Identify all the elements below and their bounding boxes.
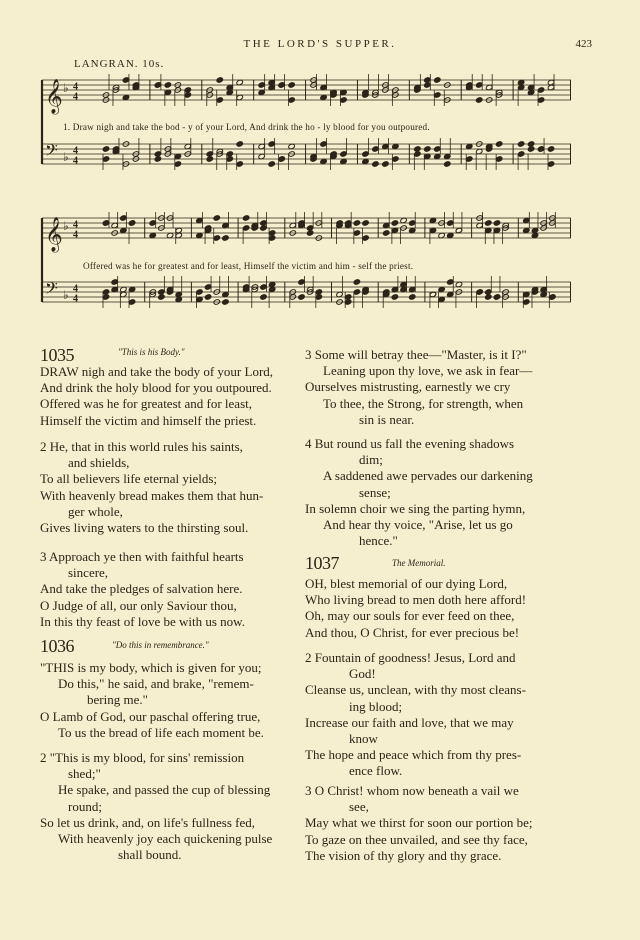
verse-line: Increase our faith and love, that we may	[305, 714, 514, 730]
verse-line: 3 Approach ye then with faithful hearts	[40, 549, 244, 564]
lyric-line-1: 1. Draw nigh and take the bod - y of your Lord, And drink the ho - ly blood for you outpoured.	[63, 122, 430, 132]
note-head	[260, 284, 267, 290]
verse-line: He spake, and passed the cup of blessing	[58, 782, 271, 798]
note-head	[362, 235, 369, 241]
verse-line: OH, blest memorial of our dying Lord,	[305, 576, 508, 591]
note-head	[372, 161, 379, 167]
verse-line: Leaning upon thy love, we ask in fear—	[323, 363, 533, 379]
verse-line: To gaze on thee unvailed, and see thy face,	[305, 831, 528, 847]
verse-line: ing blood;	[349, 698, 403, 714]
verse-line: Cleanse us, unclean, with thy most cleans-	[305, 682, 526, 698]
note-head	[111, 279, 118, 285]
stanza	[40, 549, 245, 630]
hymn-caption-1035: "This is his Body."	[118, 347, 185, 357]
verse-line: And thou, O Christ, for ever precious be!	[305, 624, 520, 640]
note-head	[340, 151, 347, 157]
note-head	[206, 151, 213, 157]
stanza	[305, 783, 532, 864]
note-head	[278, 156, 285, 162]
lyric-line-2: Offered was he for greatest and for least, Himself the victim and him - self the priest.	[83, 261, 414, 271]
bass-clef-icon: 𝄢	[45, 140, 58, 164]
verse-line: With heavenly bread makes them that hun-	[40, 487, 264, 503]
stanza	[305, 576, 526, 641]
note-head	[383, 230, 390, 236]
verse-line: sense;	[359, 484, 391, 500]
verse-line: 2 Fountain of goodness! Jesus, Lord and	[305, 650, 516, 665]
note-head	[523, 299, 530, 305]
note-head	[382, 161, 389, 167]
note-head	[444, 161, 451, 167]
note-head	[517, 151, 524, 157]
note-head	[485, 294, 492, 300]
verse-line: 4 But round us fall the evening shadows	[305, 436, 515, 451]
verse-line: know	[349, 731, 378, 747]
stanza	[40, 439, 263, 536]
verse-line: Gives living waters to the thirsting soul.	[40, 520, 249, 536]
note-head	[184, 92, 191, 98]
note-head	[204, 294, 211, 300]
note-head	[268, 141, 275, 147]
note-head	[242, 215, 249, 221]
verse-line: May what we thirst for soon our portion be;	[305, 815, 533, 831]
note-head	[216, 77, 223, 83]
note-head	[268, 161, 275, 167]
note-head	[537, 146, 544, 152]
note-head	[409, 294, 416, 300]
note-head	[102, 146, 109, 152]
stanza	[305, 436, 533, 549]
verse-line: "THIS is my body, which is given for you;	[40, 660, 262, 675]
note-head	[434, 146, 441, 152]
note-head	[315, 289, 322, 295]
verse-line: round;	[68, 798, 102, 814]
note-head	[434, 92, 441, 98]
verse-line: dim;	[359, 452, 383, 468]
note-head	[466, 156, 473, 162]
note-head	[236, 141, 243, 147]
note-head	[353, 220, 360, 226]
page-number: 423	[575, 38, 592, 50]
verse-line: 2 He, that in this world rules his saints,	[40, 439, 243, 454]
note-head	[222, 235, 229, 241]
note-head	[320, 141, 327, 147]
note-head	[424, 82, 431, 88]
note-head	[298, 279, 305, 285]
verse-line: With heavenly joy each quickening pulse	[58, 831, 273, 847]
note-head	[222, 299, 229, 305]
note-head	[391, 220, 398, 226]
verse-line: Oh, may our souls for ever feed on thee,	[305, 608, 515, 624]
note-head	[204, 284, 211, 290]
note-head	[149, 220, 156, 226]
note-head	[547, 146, 554, 152]
note-head	[537, 87, 544, 93]
verse-line: A saddened awe pervades our darkening	[323, 468, 533, 484]
verse-line: ger whole,	[68, 503, 123, 519]
note-head	[391, 294, 398, 300]
note-head	[372, 146, 379, 152]
note-head	[120, 215, 127, 221]
note-head	[495, 141, 502, 147]
note-head	[196, 289, 203, 295]
verse-line: The vision of thy glory and thy grace.	[305, 847, 502, 863]
note-head	[353, 279, 360, 285]
note-head	[213, 235, 220, 241]
time-signature-top: 4	[73, 81, 78, 93]
flat-sign-icon: ♭	[63, 150, 69, 164]
note-head	[476, 97, 483, 103]
note-head	[424, 146, 431, 152]
verse-line: Himself the victim and himself the priest.	[40, 412, 257, 428]
note-head	[476, 82, 483, 88]
note-head	[213, 215, 220, 221]
stanza	[40, 660, 264, 741]
note-head	[128, 299, 135, 305]
verse-line: 2 "This is my blood, for sins' remission	[40, 750, 245, 765]
stanza	[305, 347, 532, 428]
verse-line: To all believers life eternal yields;	[40, 471, 218, 487]
note-head	[298, 294, 305, 300]
note-head	[476, 289, 483, 295]
verse-line: sin is near.	[359, 411, 415, 427]
verse-line: And take the pledges of salvation here.	[40, 581, 243, 597]
verse-line: see,	[349, 799, 369, 815]
verse-line: O Judge of all, our only Saviour thou,	[40, 597, 237, 613]
time-signature-bottom: 4	[73, 155, 78, 167]
hymn-number-1036: 1036	[40, 636, 74, 656]
verse-line: 3 O Christ! whom now beneath a vail we	[305, 783, 519, 798]
verse-line: In this thy feast of love be with us now.	[40, 613, 245, 629]
verse-line: In solemn choir we sing the parting hymn,	[305, 500, 526, 516]
verse-line: Who living bread to men doth here afford!	[305, 592, 527, 608]
time-signature-bottom: 4	[73, 229, 78, 241]
note-head	[345, 299, 352, 305]
verse-line: sincere,	[68, 565, 109, 581]
note-head	[288, 97, 295, 103]
verse-line: And drink the holy blood for you outpoured.	[40, 380, 272, 396]
flat-sign-icon: ♭	[63, 81, 69, 95]
note-head	[353, 230, 360, 236]
note-head	[102, 220, 109, 226]
time-signature-bottom: 4	[73, 91, 78, 103]
note-head	[447, 279, 454, 285]
note-head	[154, 156, 161, 162]
running-title: THE LORD'S SUPPER.	[243, 38, 397, 50]
verse-line: DRAW nigh and take the body of your Lord,	[40, 364, 274, 379]
note-head	[164, 82, 171, 88]
note-head	[288, 82, 295, 88]
note-head	[549, 294, 556, 300]
verse-line: and shields,	[68, 455, 130, 471]
note-head	[392, 156, 399, 162]
note-head	[527, 146, 534, 152]
note-head	[174, 161, 181, 167]
note-head	[158, 289, 165, 295]
time-signature-top: 4	[73, 145, 78, 157]
flat-sign-icon: ♭	[63, 219, 69, 233]
note-head	[260, 225, 267, 231]
note-head	[278, 82, 285, 88]
verse-line: 3 Some will betray thee—"Master, is it I?"	[305, 347, 527, 362]
note-head	[409, 220, 416, 226]
note-head	[260, 294, 267, 300]
time-signature-top: 4	[73, 219, 78, 231]
treble-clef-icon: 𝄞	[45, 79, 63, 114]
verse-line: God!	[349, 666, 376, 682]
note-head	[102, 289, 109, 295]
note-head	[216, 97, 223, 103]
note-head	[102, 156, 109, 162]
note-head	[268, 235, 275, 241]
note-head	[236, 161, 243, 167]
stanza	[40, 364, 273, 429]
note-head	[258, 82, 265, 88]
note-head	[485, 220, 492, 226]
note-head	[128, 220, 135, 226]
note-head	[547, 161, 554, 167]
verse-line: O Lamb of God, our paschal offering true,	[40, 708, 261, 724]
hymn-number-1037: 1037	[305, 553, 339, 573]
stanza	[40, 750, 272, 863]
flat-sign-icon: ♭	[63, 288, 69, 302]
hymn-number-1035: 1035	[40, 345, 74, 365]
note-head	[362, 220, 369, 226]
note-head	[414, 151, 421, 157]
note-head	[122, 77, 129, 83]
note-head	[306, 225, 313, 231]
note-head	[434, 77, 441, 83]
hymn-caption-1036: "Do this in remembrance."	[112, 640, 209, 650]
note-head	[493, 220, 500, 226]
tune-name: LANGRAN. 10s.	[74, 58, 165, 70]
note-head	[517, 141, 524, 147]
verse-line: bering me."	[87, 692, 148, 708]
verse-line: The hope and peace which from thy pres-	[305, 747, 522, 763]
note-head	[447, 220, 454, 226]
note-head	[154, 82, 161, 88]
verse-line: To us the bread of life each moment be.	[58, 724, 264, 740]
verse-line: ence flow.	[349, 763, 403, 779]
time-signature-bottom: 4	[73, 293, 78, 305]
verse-line: Ourselves mistrusting, earnestly we cry	[305, 379, 511, 395]
verse-line: Do this," he said, and brake, "remem-	[58, 676, 254, 692]
note-head	[493, 294, 500, 300]
hymn-caption-1037: The Memorial.	[392, 558, 446, 568]
time-signature-top: 4	[73, 283, 78, 295]
note-head	[340, 97, 347, 103]
verse-line: To thee, the Strong, for strength, when	[323, 395, 524, 411]
bass-clef-icon: 𝄢	[45, 278, 58, 302]
note-head	[353, 289, 360, 295]
treble-clef-icon: 𝄞	[45, 217, 63, 252]
verse-line: So let us drink, and, on life's fullness fed,	[40, 814, 256, 830]
note-head	[537, 97, 544, 103]
verse-line: shall bound.	[118, 847, 182, 863]
verse-line: hence."	[359, 533, 398, 549]
note-head	[495, 156, 502, 162]
verse-line: Offered was he for greatest and for least,	[40, 396, 252, 412]
note-head	[226, 156, 233, 162]
note-head	[242, 225, 249, 231]
note-head	[362, 151, 369, 157]
verse-line: shed;"	[68, 766, 101, 782]
verse-line: And hear thy voice, "Arise, let us go	[323, 517, 513, 533]
stanza	[305, 650, 526, 780]
